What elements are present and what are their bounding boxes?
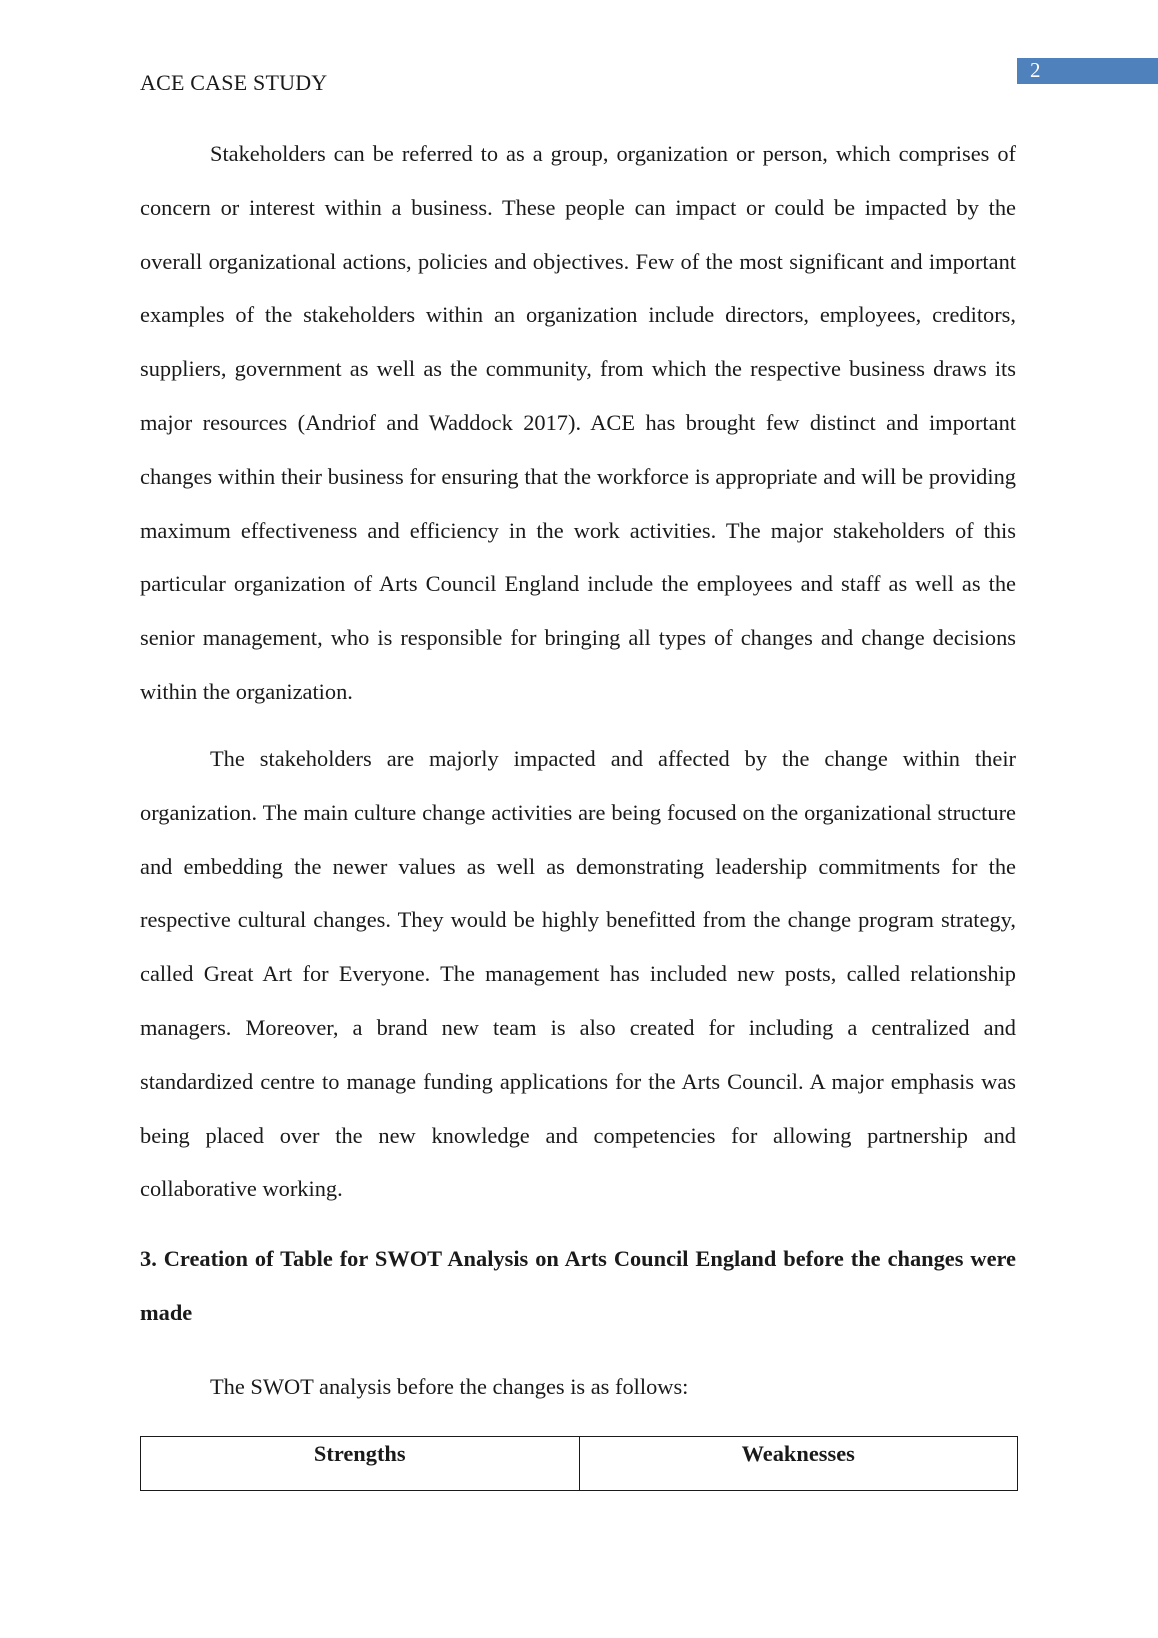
section-intro: The SWOT analysis before the changes is as follows: — [210, 1374, 689, 1399]
body-paragraph: Stakeholders can be referred to as a group, organization or person, which comprises of concern or interest within a business. These people can impact or could be impacted by the overall organizational actions, policies and objectives. Few of the most significant and important examples of the stakeholders within an organization include directors, employees, creditors, suppliers, government as well as the community, from which the respective business draws its major resources (Andriof and Waddock 2017). ACE has brought few distinct and important changes within their business for ensuring that the workforce is appropriate and will be providing maximum effectiveness and efficiency in the work activities. The major stakeholders of this particular organization of Arts Council England include the employees and staff as well as the senior management, who is responsible for bringing all types of changes and change decisions within the organization. — [140, 141, 1016, 704]
table-header-weaknesses: Weaknesses — [579, 1437, 1018, 1491]
running-head: ACE CASE STUDY — [140, 70, 328, 95]
swot-table — [140, 1436, 1018, 1491]
table-header-strengths: Strengths — [141, 1437, 580, 1491]
body-paragraph: The stakeholders are majorly impacted and affected by the change within their organization. The main culture change activities are being focused on the organizational structure and embedding the newer values as well as demonstrating leadership commitments for the respective cultural changes. They would be highly benefitted from the change program strategy, called Great Art for Everyone. The management has included new posts, called relationship managers. Moreover, a brand new team is also created for including a centralized and standardized centre to manage funding applications for the Arts Council. A major emphasis was being placed over the new knowledge and competencies for allowing partnership and collaborative working. — [140, 746, 1016, 1202]
table-header-row — [141, 1437, 1018, 1491]
page-number: 2 — [1030, 58, 1041, 82]
section-heading: 3. Creation of Table for SWOT Analysis on Arts Council England before the changes were made — [140, 1246, 1016, 1325]
